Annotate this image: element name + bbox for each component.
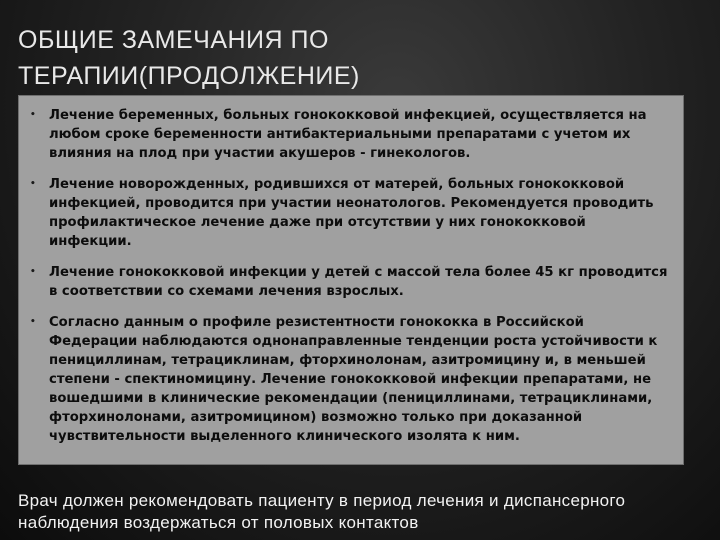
bullet-text: Лечение гонококковой инфекции у детей с массой тела более 45 кг проводится в соответствии со схемами лечения взрослых.: [49, 265, 668, 299]
slide-title: [18, 22, 698, 94]
bullet-list: [19, 106, 683, 458]
bullet-text: Лечение новорожденных, родившихся от матерей, больных гонококковой инфекцией, проводится при участии неонатологов. Рекомендуется проводить профилактическое лечение даже при отсутствии у них гонококковой инфекции.: [49, 177, 654, 249]
bottom-note: Врач должен рекомендовать пациенту в период лечения и диспансерного наблюдения воздержаться от половых контактов: [18, 491, 626, 532]
bullet-point-icon: •: [30, 267, 36, 277]
bullet-point-icon: •: [30, 110, 36, 120]
slide-title-line-2: ТЕРАПИИ(ПРОДОЛЖЕНИЕ): [18, 62, 360, 90]
content-box: [18, 95, 684, 465]
bullet-point-icon: •: [30, 317, 36, 327]
bullet-item-children: [19, 263, 683, 301]
bullet-text: Лечение беременных, больных гонококковой инфекцией, осуществляется на любом сроке беременности антибактериальными препаратами с учетом их влияния на плод при участии акушеров - гинекологов.: [49, 108, 647, 161]
slide-title-line-1: ОБЩИЕ ЗАМЕЧАНИЯ ПО: [18, 26, 329, 54]
bullet-item-newborns: [19, 175, 683, 251]
bullet-text: Согласно данным о профиле резистентности гонококка в Российской Федерации наблюдаются однонаправленные тенденции роста устойчивости к пенициллинам, тетрациклинам, фторхинолонам, азитромицину и, в меньшей степени - спектиномицину. Лечение гонококковой инфекции препаратами, не вошедшими в клинические рекомендации (пенициллинами, тетрациклинами, фторхинолонами, азитромицином) возможно только при доказанной чувствительности выделенного клинического изолята к ним.: [49, 315, 658, 444]
bullet-item-resistance: [19, 313, 683, 446]
bullet-item-pregnant: [19, 106, 683, 163]
bullet-point-icon: •: [30, 179, 36, 189]
